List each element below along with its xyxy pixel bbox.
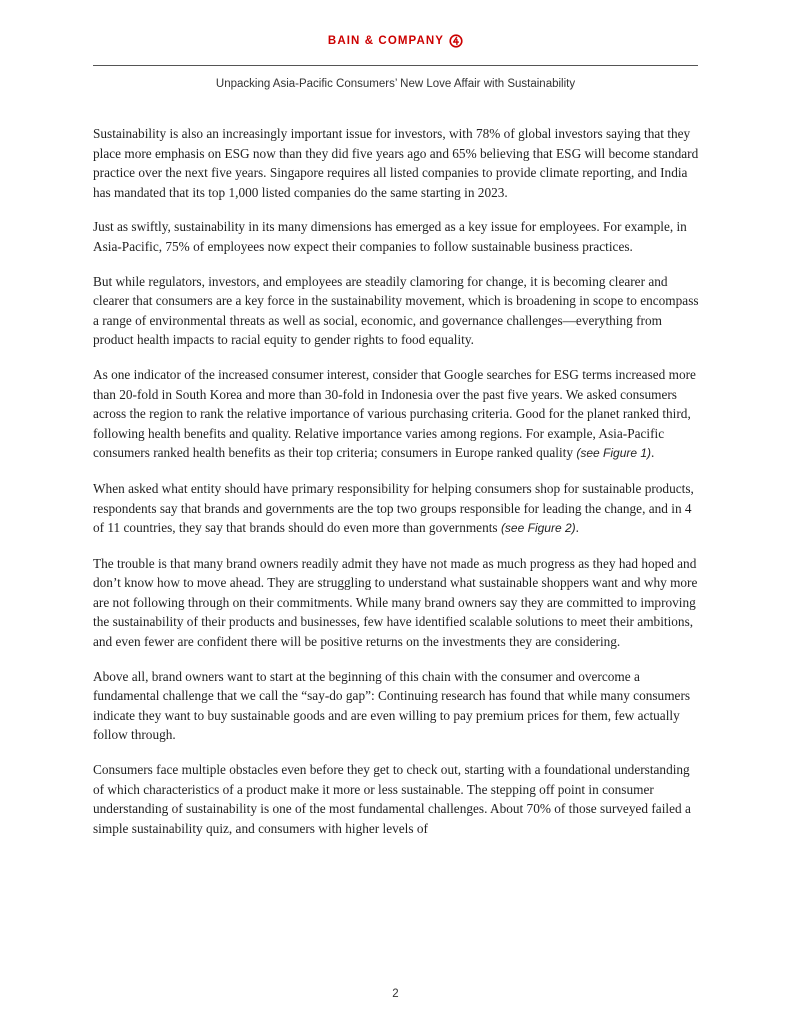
paragraph-brand-owners: The trouble is that many brand owners readily admit they have not made as much progress as they had hoped and don’t know how to move ahead. They are struggling to understand what sustainable shoppers want and why more are not following through on their commitments. While many brand owners say they are committed to improving the sustainability of their products and businesses, few have identified scalable solutions to meet their ambitions, and even fewer are confident there will be positive returns on the investments they are considering. — [93, 555, 698, 650]
figure-1-reference: (see Figure 1) — [576, 446, 652, 461]
bain-logo-icon — [449, 34, 463, 48]
document-subtitle: Unpacking Asia-Pacific Consumers’ New Love Affair with Sustainability — [215, 78, 576, 90]
paragraph-obstacles: Consumers face multiple obstacles even before they get to check out, starting with a foundational understanding of which characteristics of a product make it more or less sustainable. The stepping off point in consumer understanding of sustainability is one of the most fundamental challenges. About 70% of those surveyed failed a simple sustainability quiz, and consumers with higher levels of — [93, 762, 691, 836]
paragraph-text: When asked what entity should have primary responsibility for helping consumers shop for sustainable products, respondents say that brands and governments are the top two groups responsible for leading the change, and in 4 of 11 countries, they say that brands should do even more than governments — [93, 480, 694, 536]
brand-header — [0, 34, 791, 48]
paragraph-end: . — [651, 445, 655, 461]
paragraph-employees: Just as swiftly, sustainability in its many dimensions has emerged as a key issue for employees. For example, in Asia-Pacific, 75% of employees now expect their companies to follow sustainable business practices. — [93, 219, 687, 254]
brand-name: BAIN & COMPANY — [327, 35, 445, 47]
paragraph-consumer-interest — [93, 365, 703, 464]
paragraph-end: . — [575, 520, 579, 536]
body-text — [93, 124, 703, 853]
brand-lockup — [328, 34, 463, 48]
paragraph-responsibility — [93, 479, 703, 539]
page-number: 2 — [392, 988, 399, 1000]
paragraph-consumers-force: But while regulators, investors, and employees are steadily clamoring for change, it is becoming clearer and clearer that consumers are a key force in the sustainability movement, which is broadening in scope to encompass a range of environmental threats as well as social, economic, and governance challenges—everything from product health impacts to racial equity to gender rights to food equality. — [93, 273, 699, 348]
figure-2-reference: (see Figure 2) — [500, 521, 576, 536]
paragraph-text: As one indicator of the increased consumer interest, consider that Google searches for ESG terms increased more than 20-fold in South Korea and more than 30-fold in Indonesia over the past five years. We asked consumers across the region to rank the relative importance of various purchasing criteria. Good for the planet ranked third, following health benefits and quality. Relative importance varies among regions. For example, Asia-Pacific consumers ranked health benefits as their top criteria; consumers in Europe ranked quality — [93, 366, 696, 461]
paragraph-investors: Sustainability is also an increasingly important issue for investors, with 78% of global investors saying that they place more emphasis on ESG now than they did five years ago and 65% believing that ESG will become standard practice over the next five years. Singapore requires all listed companies to provide climate reporting, and India has mandated that its top 1,000 listed companies do the same starting in 2023. — [93, 126, 699, 200]
paragraph-say-do-gap: Above all, brand owners want to start at the beginning of this chain with the consumer and overcome a fundamental challenge that we call the “say-do gap”: Continuing research has found that while many consumers indicate they want to buy sustainable goods and are even willing to pay premium prices for them, few actually follow through. — [93, 668, 691, 743]
header-divider — [93, 65, 698, 66]
